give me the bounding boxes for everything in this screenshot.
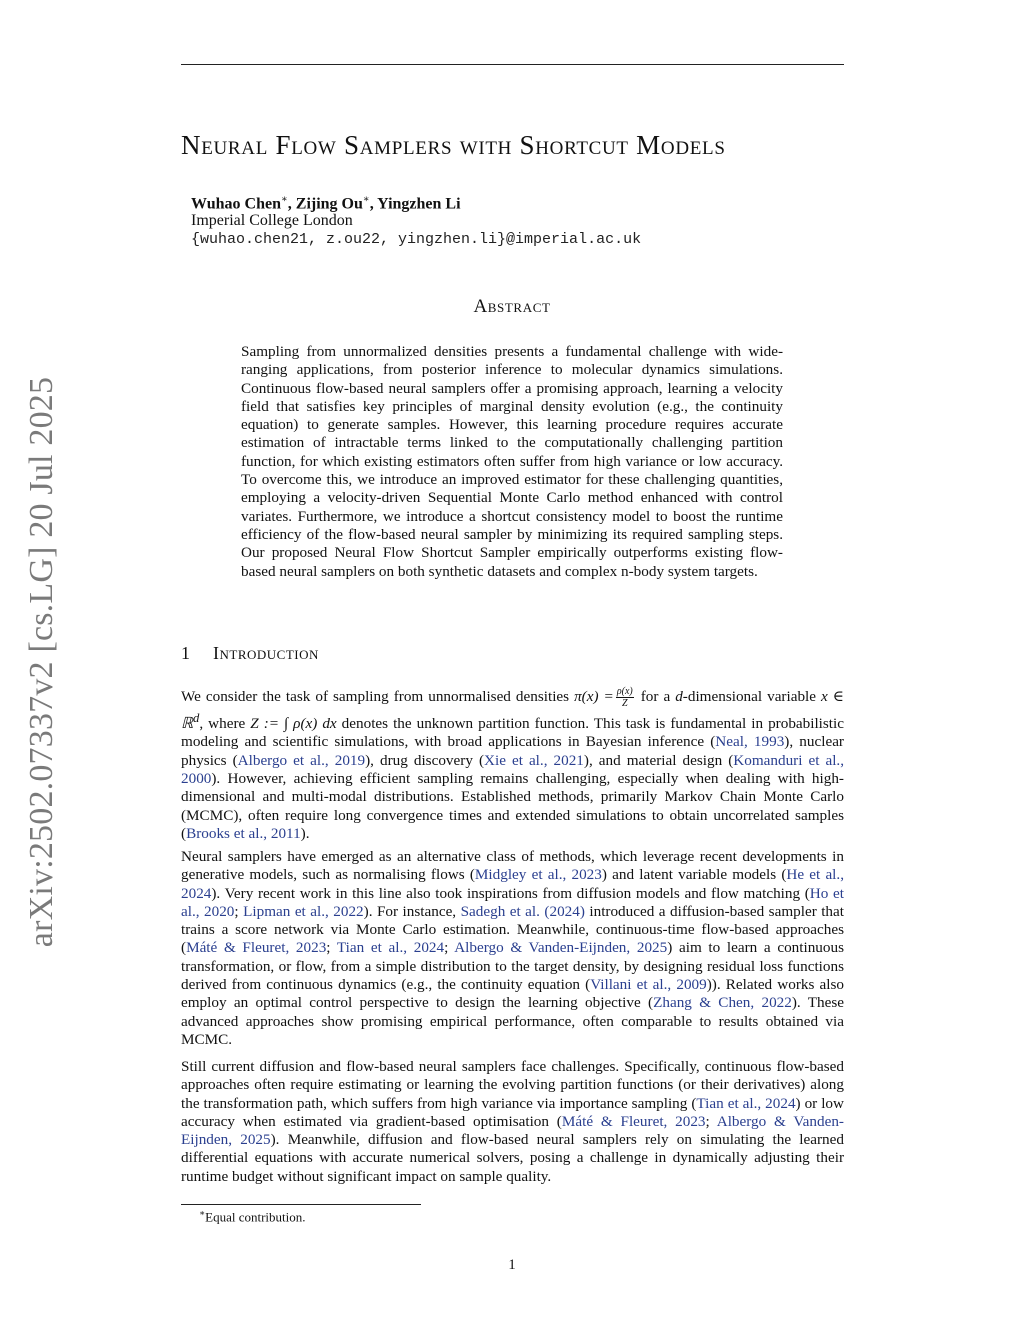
- fraction-denominator: Z: [621, 698, 628, 709]
- author-name: Zijing Ou: [295, 195, 363, 213]
- citation-link[interactable]: Albergo & Vanden-Eijnden, 2025: [454, 939, 668, 957]
- section-heading-introduction: [181, 643, 319, 664]
- text-run: ). Very recent work in this line also took inspirations from diffusion models and flow matching (: [211, 884, 810, 902]
- affiliation: Imperial College London: [191, 212, 353, 229]
- author-separator: ,: [287, 195, 296, 213]
- text-run: )). Related works also employ an optimal control perspective to design the learning objective (: [181, 976, 844, 1012]
- citation-link[interactable]: Lipman et al., 2022: [243, 902, 364, 920]
- citation-link[interactable]: Sadegh et al. (2024): [460, 902, 585, 920]
- author-name: Wuhao Chen: [191, 195, 281, 213]
- citation-link[interactable]: Xie et al., 2021: [484, 751, 584, 769]
- fraction-numerator: ρ(x): [616, 686, 633, 697]
- text-run: ), nuclear physics (: [181, 733, 844, 769]
- text-run: ). However, achieving efficient sampling remains challenging, especially when dealing with high-dimensional and multi-modal distributions. Established methods, primarily Markov Chain Monte Carlo (MCMC), often require long convergence times and extended simulations to obtain uncorrelated samples (: [181, 769, 844, 842]
- text-run: ) aim to learn a continuous transformation, or flow, from a simple distribution to the target density, by designing residual loss functions derived from continuous dynamics (e.g., the continuity equation (: [181, 939, 844, 994]
- text-run: -dimensional variable: [682, 687, 822, 705]
- math-expression: Z := ∫ ρ(x) dx: [250, 715, 337, 733]
- top-rule: [181, 64, 844, 65]
- text-run: ), and material design (: [583, 751, 734, 769]
- text-run: We consider the task of sampling from unnormalised densities: [181, 687, 575, 705]
- math-expression: π(x) =: [574, 687, 614, 705]
- citation-link[interactable]: Midgley et al., 2023: [474, 866, 602, 884]
- citation-link[interactable]: He et al., 2024: [181, 866, 844, 902]
- abstract-heading: Abstract: [473, 296, 551, 317]
- text-run: ).: [300, 824, 310, 842]
- citation-link[interactable]: Tian et al., 2024: [696, 1094, 796, 1112]
- abstract-text: Sampling from unnormalized densities presents a fundamental challenge with wide-ranging applications, from posterior inference to molecular dynamics simulations. Continuous flow-based neural samplers offer a promising approach, learning a velocity field that satisfies key principles of marginal density evolution (e.g., the continuity equation) to generate samples. However, this learning procedure requires accurate estimation of intractable terms linked to the computationally challenging partition function, for which existing estimators often suffer from high variance or low accuracy. To overcome this, we introduce an improved estimator for these challenging quantities, employing a velocity-driven Sequential Monte Carlo method enhanced with control variates. Furthermore, we introduce a shortcut consistency model to boost the runtime efficiency of the flow-based neural sampler by minimizing its required sampling steps. Our proposed Neural Flow Shortcut Sampler empirically outperforms existing flow-based neural samplers on both synthetic datasets and complex n-body system targets.: [241, 343, 783, 580]
- citation-link[interactable]: Máté & Fleuret, 2023: [186, 939, 327, 957]
- citation-link[interactable]: Villani et al., 2009: [590, 976, 707, 994]
- text-run: ). For instance,: [363, 902, 461, 920]
- paper-title: Neural Flow Samplers with Shortcut Models: [181, 130, 726, 160]
- citation-link[interactable]: Tian et al., 2024: [336, 939, 445, 957]
- equal-contribution-marker: ∗: [362, 194, 370, 205]
- author-name: Yingzhen Li: [377, 195, 461, 213]
- section-title: Introduction: [213, 643, 319, 663]
- text-run: ) or low accuracy when estimated via gradient-based optimisation (: [181, 1094, 844, 1130]
- citation-link[interactable]: Máté & Fleuret, 2023: [561, 1112, 706, 1130]
- citation-link[interactable]: Komanduri et al., 2000: [181, 751, 845, 787]
- author-list: [191, 194, 461, 213]
- text-run: , where: [199, 715, 251, 733]
- math-superscript: d: [193, 711, 200, 725]
- arxiv-stamp: arXiv:2502.07337v2 [cs.LG] 20 Jul 2025: [23, 376, 60, 948]
- text-run: denotes the unknown partition function. This task is fundamental in probabilistic modeling and scientific simulations, with broad applications in Bayesian inference (: [181, 715, 844, 751]
- citation-link[interactable]: Albergo et al., 2019: [237, 751, 366, 769]
- text-run: ;: [234, 902, 244, 920]
- citation-link[interactable]: Ho et al., 2020: [181, 884, 844, 920]
- page-number: 1: [508, 1257, 516, 1273]
- footnote: [199, 1208, 306, 1225]
- intro-paragraph-1: [181, 686, 844, 843]
- math-expression: x ∈ ℝ: [181, 687, 845, 733]
- math-expression: d: [675, 687, 683, 705]
- text-run: Neural samplers have emerged as an alternative class of methods, which leverage recent developments in generative models, such as normalising flows (: [181, 848, 844, 884]
- text-run: introduced a diffusion-based sampler that trains a score network via Monte Carlo estimation. Meanwhile, continuous-time flow-based approaches (: [181, 902, 844, 957]
- text-run: ), drug discovery (: [365, 751, 484, 769]
- footnote-marker: ∗: [199, 1208, 206, 1218]
- intro-paragraph-3: [181, 1058, 844, 1186]
- fraction: [616, 686, 634, 709]
- intro-paragraph-2: [181, 848, 844, 1049]
- footnote-text: Equal contribution.: [205, 1209, 306, 1225]
- equal-contribution-marker: ∗: [280, 194, 288, 205]
- text-run: ). These advanced approaches show promising empirical performance, often comparable to results obtained via MCMC.: [181, 994, 845, 1048]
- citation-link[interactable]: Zhang & Chen, 2022: [653, 994, 792, 1012]
- text-run: ) and latent variable models (: [601, 866, 787, 884]
- footnote-rule: [181, 1204, 421, 1205]
- author-emails[interactable]: {wuhao.chen21, z.ou22, yingzhen.li}@imperial.ac.uk: [191, 231, 642, 248]
- section-number: 1: [181, 643, 190, 663]
- citation-link[interactable]: Neal, 1993: [715, 733, 785, 751]
- text-run: ). Meanwhile, diffusion and flow-based neural samplers rely on simulating the learned differential equations with accurate numerical solvers, posing a challenge in dynamically adjusting their runtime budget without significant impact on sample quality.: [181, 1131, 844, 1185]
- text-run: ;: [326, 939, 337, 957]
- text-run: Still current diffusion and flow-based neural samplers face challenges. Specifically, continuous flow-based approaches often require estimating or learning the evolving partition functions (or their derivatives) along the transformation path, which suffers from high variance via importance sampling (: [181, 1058, 844, 1112]
- text-run: for a: [635, 687, 676, 705]
- author-separator: ,: [369, 195, 378, 213]
- citation-link[interactable]: Brooks et al., 2011: [186, 824, 301, 842]
- text-run: ;: [705, 1112, 717, 1130]
- text-run: ;: [444, 939, 455, 957]
- citation-link[interactable]: Albergo & Vanden-Eijnden, 2025: [181, 1112, 844, 1149]
